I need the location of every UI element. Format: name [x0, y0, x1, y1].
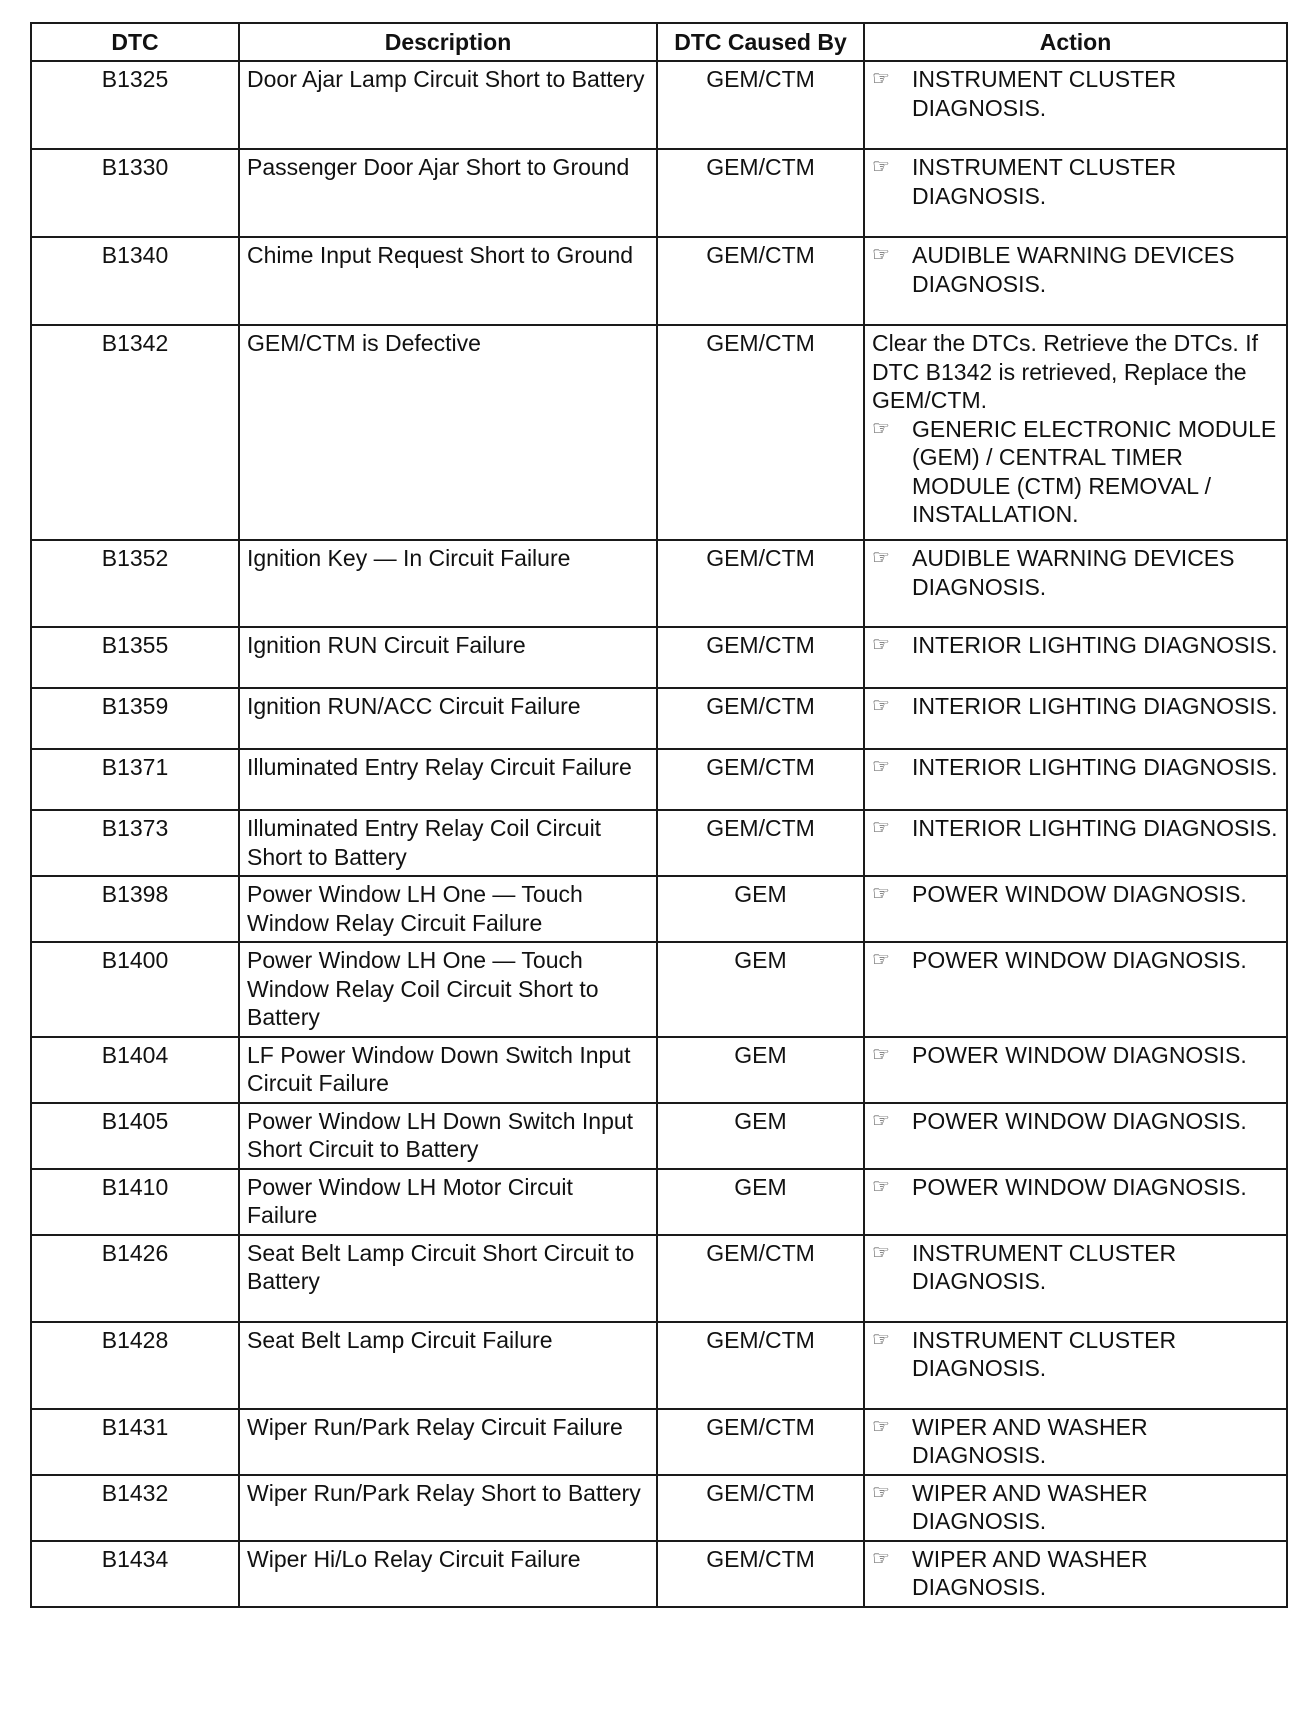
- dtc-code: B1352: [31, 540, 239, 627]
- action-reference[interactable]: [872, 241, 1279, 298]
- pointing-hand-icon: ☞: [872, 417, 890, 440]
- dtc-table: [30, 22, 1288, 1608]
- dtc-caused-by: GEM/CTM: [657, 1409, 864, 1475]
- action-reference[interactable]: [872, 1173, 1279, 1202]
- action-reference[interactable]: [872, 544, 1279, 601]
- table-row: [31, 1169, 1287, 1235]
- table-row: [31, 325, 1287, 540]
- table-row: [31, 1037, 1287, 1103]
- table-row: [31, 61, 1287, 149]
- dtc-action: [864, 1037, 1287, 1103]
- dtc-description: Power Window LH One — Touch Window Relay Circuit Failure: [239, 876, 657, 942]
- dtc-caused-by: GEM/CTM: [657, 61, 864, 149]
- dtc-code: B1371: [31, 749, 239, 810]
- dtc-caused-by: GEM/CTM: [657, 149, 864, 237]
- dtc-caused-by: GEM/CTM: [657, 810, 864, 876]
- pointing-hand-icon: ☞: [872, 547, 890, 569]
- action-reference[interactable]: [872, 880, 1279, 909]
- dtc-caused-by: GEM/CTM: [657, 540, 864, 627]
- action-reference[interactable]: [872, 1479, 1279, 1536]
- action-reference[interactable]: [872, 753, 1279, 782]
- header-caused-by: DTC Caused By: [657, 23, 864, 61]
- dtc-action: [864, 749, 1287, 810]
- pointing-hand-icon: ☞: [872, 949, 890, 971]
- action-link-text[interactable]: WIPER AND WASHER DIAGNOSIS.: [912, 1413, 1148, 1468]
- dtc-caused-by: GEM/CTM: [657, 1475, 864, 1541]
- action-note: Clear the DTCs. Retrieve the DTCs. If DTC B1342 is retrieved, Replace the GEM/CTM.: [872, 330, 1258, 413]
- action-reference[interactable]: [872, 692, 1279, 721]
- dtc-code: B1405: [31, 1103, 239, 1169]
- dtc-code: B1400: [31, 942, 239, 1037]
- dtc-description: Ignition Key — In Circuit Failure: [239, 540, 657, 627]
- dtc-description: LF Power Window Down Switch Input Circuit Failure: [239, 1037, 657, 1103]
- dtc-description: Wiper Run/Park Relay Short to Battery: [239, 1475, 657, 1541]
- pointing-hand-icon: ☞: [872, 1481, 890, 1504]
- dtc-caused-by: GEM/CTM: [657, 237, 864, 325]
- table-row: [31, 1235, 1287, 1322]
- action-link-text[interactable]: INSTRUMENT CLUSTER DIAGNOSIS.: [912, 1239, 1177, 1294]
- dtc-description: Chime Input Request Short to Ground: [239, 237, 657, 325]
- table-row: [31, 149, 1287, 237]
- dtc-action: [864, 61, 1287, 149]
- action-reference[interactable]: [872, 631, 1279, 660]
- dtc-description: Wiper Run/Park Relay Circuit Failure: [239, 1409, 657, 1475]
- dtc-description: Wiper Hi/Lo Relay Circuit Failure: [239, 1541, 657, 1607]
- action-link-text[interactable]: WIPER AND WASHER DIAGNOSIS.: [912, 1479, 1148, 1534]
- dtc-code: B1410: [31, 1169, 239, 1235]
- dtc-code: B1340: [31, 237, 239, 325]
- dtc-action: [864, 876, 1287, 942]
- dtc-caused-by: GEM: [657, 1103, 864, 1169]
- action-reference[interactable]: [872, 1545, 1279, 1602]
- dtc-caused-by: GEM/CTM: [657, 688, 864, 749]
- action-reference[interactable]: [872, 1107, 1279, 1136]
- table-row: [31, 1409, 1287, 1475]
- table-row: [31, 942, 1287, 1037]
- pointing-hand-icon: ☞: [872, 817, 890, 839]
- pointing-hand-icon: ☞: [872, 883, 890, 905]
- pointing-hand-icon: ☞: [872, 1241, 890, 1264]
- dtc-description: Seat Belt Lamp Circuit Short Circuit to Battery: [239, 1235, 657, 1322]
- dtc-code: B1373: [31, 810, 239, 876]
- dtc-description: Illuminated Entry Relay Circuit Failure: [239, 749, 657, 810]
- dtc-action: [864, 1541, 1287, 1607]
- action-link-text[interactable]: INSTRUMENT CLUSTER DIAGNOSIS.: [912, 154, 1177, 209]
- pointing-hand-icon: ☞: [872, 1328, 890, 1351]
- dtc-code: B1359: [31, 688, 239, 749]
- action-link-text[interactable]: AUDIBLE WARNING DEVICES DIAGNOSIS.: [912, 242, 1235, 297]
- dtc-code: B1431: [31, 1409, 239, 1475]
- dtc-caused-by: GEM: [657, 1037, 864, 1103]
- pointing-hand-icon: ☞: [872, 756, 890, 778]
- dtc-code: B1426: [31, 1235, 239, 1322]
- header-description: Description: [239, 23, 657, 61]
- action-link-text[interactable]: INTERIOR LIGHTING DIAGNOSIS.: [912, 754, 1278, 780]
- pointing-hand-icon: ☞: [872, 156, 890, 178]
- pointing-hand-icon: ☞: [872, 1415, 890, 1438]
- dtc-code: B1432: [31, 1475, 239, 1541]
- dtc-action: [864, 1169, 1287, 1235]
- action-link-text[interactable]: POWER WINDOW DIAGNOSIS.: [912, 947, 1247, 973]
- pointing-hand-icon: ☞: [872, 634, 890, 656]
- pointing-hand-icon: ☞: [872, 1175, 890, 1198]
- action-link-text[interactable]: POWER WINDOW DIAGNOSIS.: [912, 881, 1247, 907]
- table-row: [31, 688, 1287, 749]
- dtc-description: Ignition RUN Circuit Failure: [239, 627, 657, 688]
- header-row: [31, 23, 1287, 61]
- dtc-action: [864, 540, 1287, 627]
- dtc-description: Door Ajar Lamp Circuit Short to Battery: [239, 61, 657, 149]
- dtc-caused-by: GEM/CTM: [657, 627, 864, 688]
- dtc-description: Ignition RUN/ACC Circuit Failure: [239, 688, 657, 749]
- pointing-hand-icon: ☞: [872, 1109, 890, 1132]
- dtc-description: Power Window LH One — Touch Window Relay Coil Circuit Short to Battery: [239, 942, 657, 1037]
- table-row: [31, 749, 1287, 810]
- action-link-text[interactable]: INTERIOR LIGHTING DIAGNOSIS.: [912, 815, 1278, 841]
- table-row: [31, 1541, 1287, 1607]
- dtc-code: B1428: [31, 1322, 239, 1409]
- dtc-action: [864, 1235, 1287, 1322]
- action-reference[interactable]: [872, 1326, 1279, 1383]
- dtc-caused-by: GEM: [657, 1169, 864, 1235]
- dtc-code: B1434: [31, 1541, 239, 1607]
- dtc-description: Seat Belt Lamp Circuit Failure: [239, 1322, 657, 1409]
- pointing-hand-icon: ☞: [872, 68, 890, 90]
- dtc-action: [864, 942, 1287, 1037]
- action-link-text[interactable]: POWER WINDOW DIAGNOSIS.: [912, 1107, 1247, 1134]
- dtc-code: B1355: [31, 627, 239, 688]
- dtc-code: B1342: [31, 325, 239, 540]
- action-reference[interactable]: [872, 1239, 1279, 1296]
- dtc-caused-by: GEM: [657, 876, 864, 942]
- dtc-description: Illuminated Entry Relay Coil Circuit Short to Battery: [239, 810, 657, 876]
- dtc-description: Passenger Door Ajar Short to Ground: [239, 149, 657, 237]
- action-reference[interactable]: [872, 1041, 1279, 1070]
- table-row: [31, 810, 1287, 876]
- action-reference[interactable]: [872, 1413, 1279, 1470]
- dtc-description: Power Window LH Motor Circuit Failure: [239, 1169, 657, 1235]
- pointing-hand-icon: ☞: [872, 1547, 890, 1570]
- dtc-action: [864, 1475, 1287, 1541]
- dtc-code: B1398: [31, 876, 239, 942]
- dtc-caused-by: GEM/CTM: [657, 325, 864, 540]
- header-dtc: DTC: [31, 23, 239, 61]
- dtc-description: Power Window LH Down Switch Input Short Circuit to Battery: [239, 1103, 657, 1169]
- table-row: [31, 1475, 1287, 1541]
- pointing-hand-icon: ☞: [872, 695, 890, 717]
- table-row: [31, 1103, 1287, 1169]
- table-row: [31, 237, 1287, 325]
- action-link-text[interactable]: GENERIC ELECTRONIC MODULE (GEM) / CENTRAL TIMER MODULE (CTM) REMOVAL / INSTALLATION.: [912, 415, 1277, 527]
- dtc-action: [864, 1103, 1287, 1169]
- action-reference[interactable]: [872, 814, 1279, 843]
- dtc-code: B1404: [31, 1037, 239, 1103]
- dtc-caused-by: GEM/CTM: [657, 1322, 864, 1409]
- dtc-action: [864, 325, 1287, 540]
- dtc-table-body: [31, 61, 1287, 1607]
- dtc-document: [30, 22, 1286, 1608]
- dtc-caused-by: GEM/CTM: [657, 1541, 864, 1607]
- action-reference[interactable]: [872, 415, 1279, 529]
- dtc-action: [864, 688, 1287, 749]
- dtc-caused-by: GEM/CTM: [657, 1235, 864, 1322]
- dtc-action: [864, 810, 1287, 876]
- table-row: [31, 1322, 1287, 1409]
- action-link-text[interactable]: AUDIBLE WARNING DEVICES DIAGNOSIS.: [912, 545, 1235, 600]
- dtc-caused-by: GEM: [657, 942, 864, 1037]
- dtc-code: B1330: [31, 149, 239, 237]
- action-link-text[interactable]: INSTRUMENT CLUSTER DIAGNOSIS.: [912, 1326, 1177, 1381]
- dtc-description: GEM/CTM is Defective: [239, 325, 657, 540]
- dtc-action: [864, 149, 1287, 237]
- table-row: [31, 876, 1287, 942]
- dtc-action: [864, 1322, 1287, 1409]
- table-row: [31, 627, 1287, 688]
- dtc-action: [864, 237, 1287, 325]
- action-link-text[interactable]: POWER WINDOW DIAGNOSIS.: [912, 1041, 1247, 1068]
- action-reference[interactable]: [872, 946, 1279, 975]
- action-link-text[interactable]: INTERIOR LIGHTING DIAGNOSIS.: [912, 632, 1278, 658]
- action-reference[interactable]: [872, 65, 1279, 122]
- action-link-text[interactable]: WIPER AND WASHER DIAGNOSIS.: [912, 1545, 1148, 1600]
- dtc-code: B1325: [31, 61, 239, 149]
- dtc-caused-by: GEM/CTM: [657, 749, 864, 810]
- dtc-action: [864, 1409, 1287, 1475]
- table-row: [31, 540, 1287, 627]
- action-link-text[interactable]: INTERIOR LIGHTING DIAGNOSIS.: [912, 693, 1278, 719]
- pointing-hand-icon: ☞: [872, 244, 890, 266]
- pointing-hand-icon: ☞: [872, 1043, 890, 1066]
- action-link-text[interactable]: POWER WINDOW DIAGNOSIS.: [912, 1173, 1247, 1200]
- dtc-action: [864, 627, 1287, 688]
- action-link-text[interactable]: INSTRUMENT CLUSTER DIAGNOSIS.: [912, 66, 1177, 121]
- action-reference[interactable]: [872, 153, 1279, 210]
- header-action: Action: [864, 23, 1287, 61]
